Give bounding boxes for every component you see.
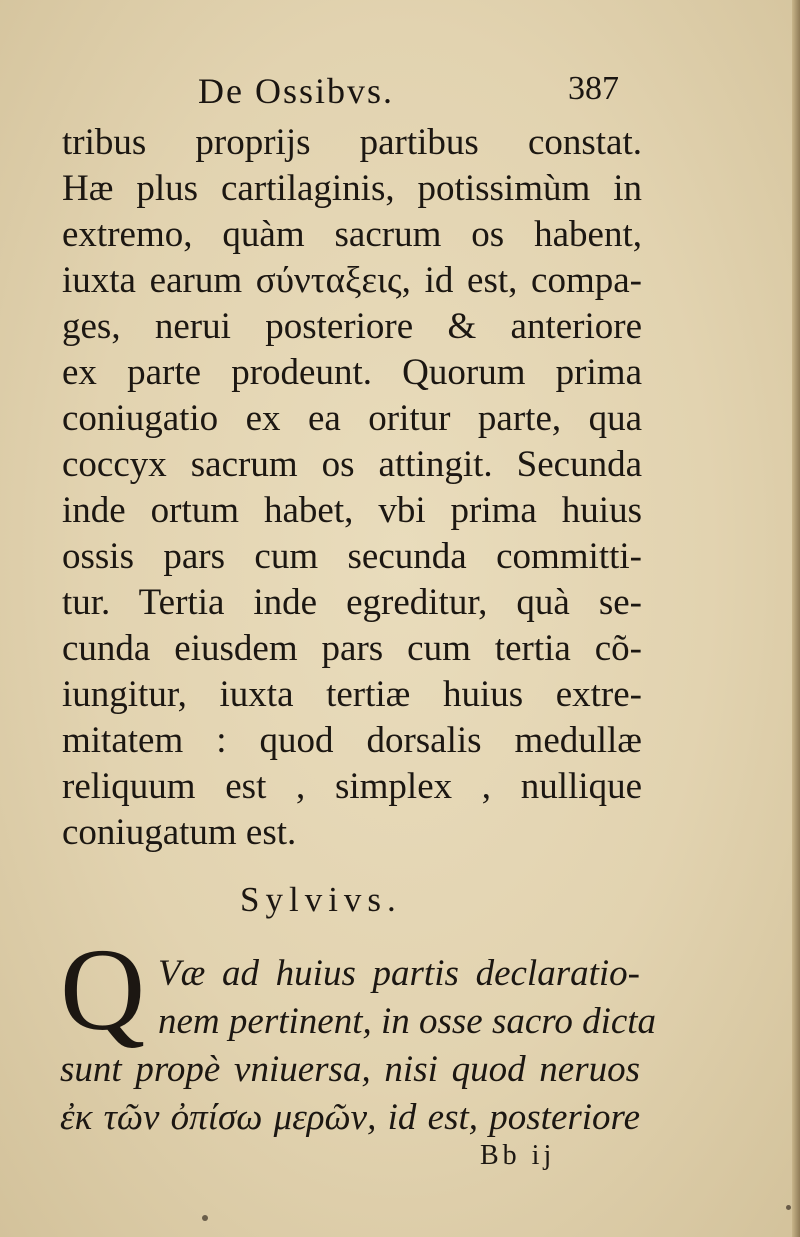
text-line: tur. Tertia inde egreditur, quà se- (62, 582, 642, 623)
text-line: cunda eiusdem pars cum tertia cõ- (62, 628, 642, 669)
italic-paragraph (60, 950, 657, 1142)
main-paragraph (62, 120, 642, 856)
ink-speck (202, 1215, 208, 1221)
ink-speck (786, 1205, 791, 1210)
text-line: iungitur, iuxta tertiæ huius extre- (62, 674, 642, 715)
section-heading: Sylvivs. (240, 880, 402, 919)
page-number: 387 (568, 70, 619, 107)
text-line: sunt propè vniuersa, nisi quod neruos (60, 1049, 640, 1090)
drop-cap-initial: Q (60, 924, 146, 1055)
text-line: ex parte prodeunt. Quorum prima (62, 352, 642, 393)
text-line: tribus proprijs partibus constat. (62, 122, 642, 163)
text-line: Hæ plus cartilaginis, potissimùm in (62, 168, 642, 209)
signature-mark: Bb ij (480, 1140, 556, 1171)
text-line: mitatem : quod dorsalis medullæ (62, 720, 642, 761)
text-line: extremo, quàm sacrum os habent, (62, 214, 642, 255)
text-line: coccyx sacrum os attingit. Secunda (62, 444, 642, 485)
text-line: coniugatio ex ea oritur parte, qua (62, 398, 642, 439)
page-edge-shadow (792, 0, 800, 1237)
text-line: ges, nerui posteriore & anteriore (62, 306, 642, 347)
text-line: iuxta earum σύνταξεις, id est, compa- (62, 260, 642, 301)
text-line: ἐκ τῶν ὀπίσω μερῶν, id est, posteriore (60, 1097, 640, 1138)
running-head: De Ossibvs. (198, 71, 395, 111)
text-line: inde ortum habet, vbi prima huius (62, 490, 642, 531)
text-line: reliquum est , simplex , nullique (62, 766, 642, 807)
text-line: coniugatum est. (62, 812, 297, 853)
text-line: Væ ad huius partis declaratio- (158, 953, 640, 994)
text-line: nem pertinent, in osse sacro dicta (158, 1001, 657, 1042)
text-line: ossis pars cum secunda committi- (62, 536, 642, 577)
